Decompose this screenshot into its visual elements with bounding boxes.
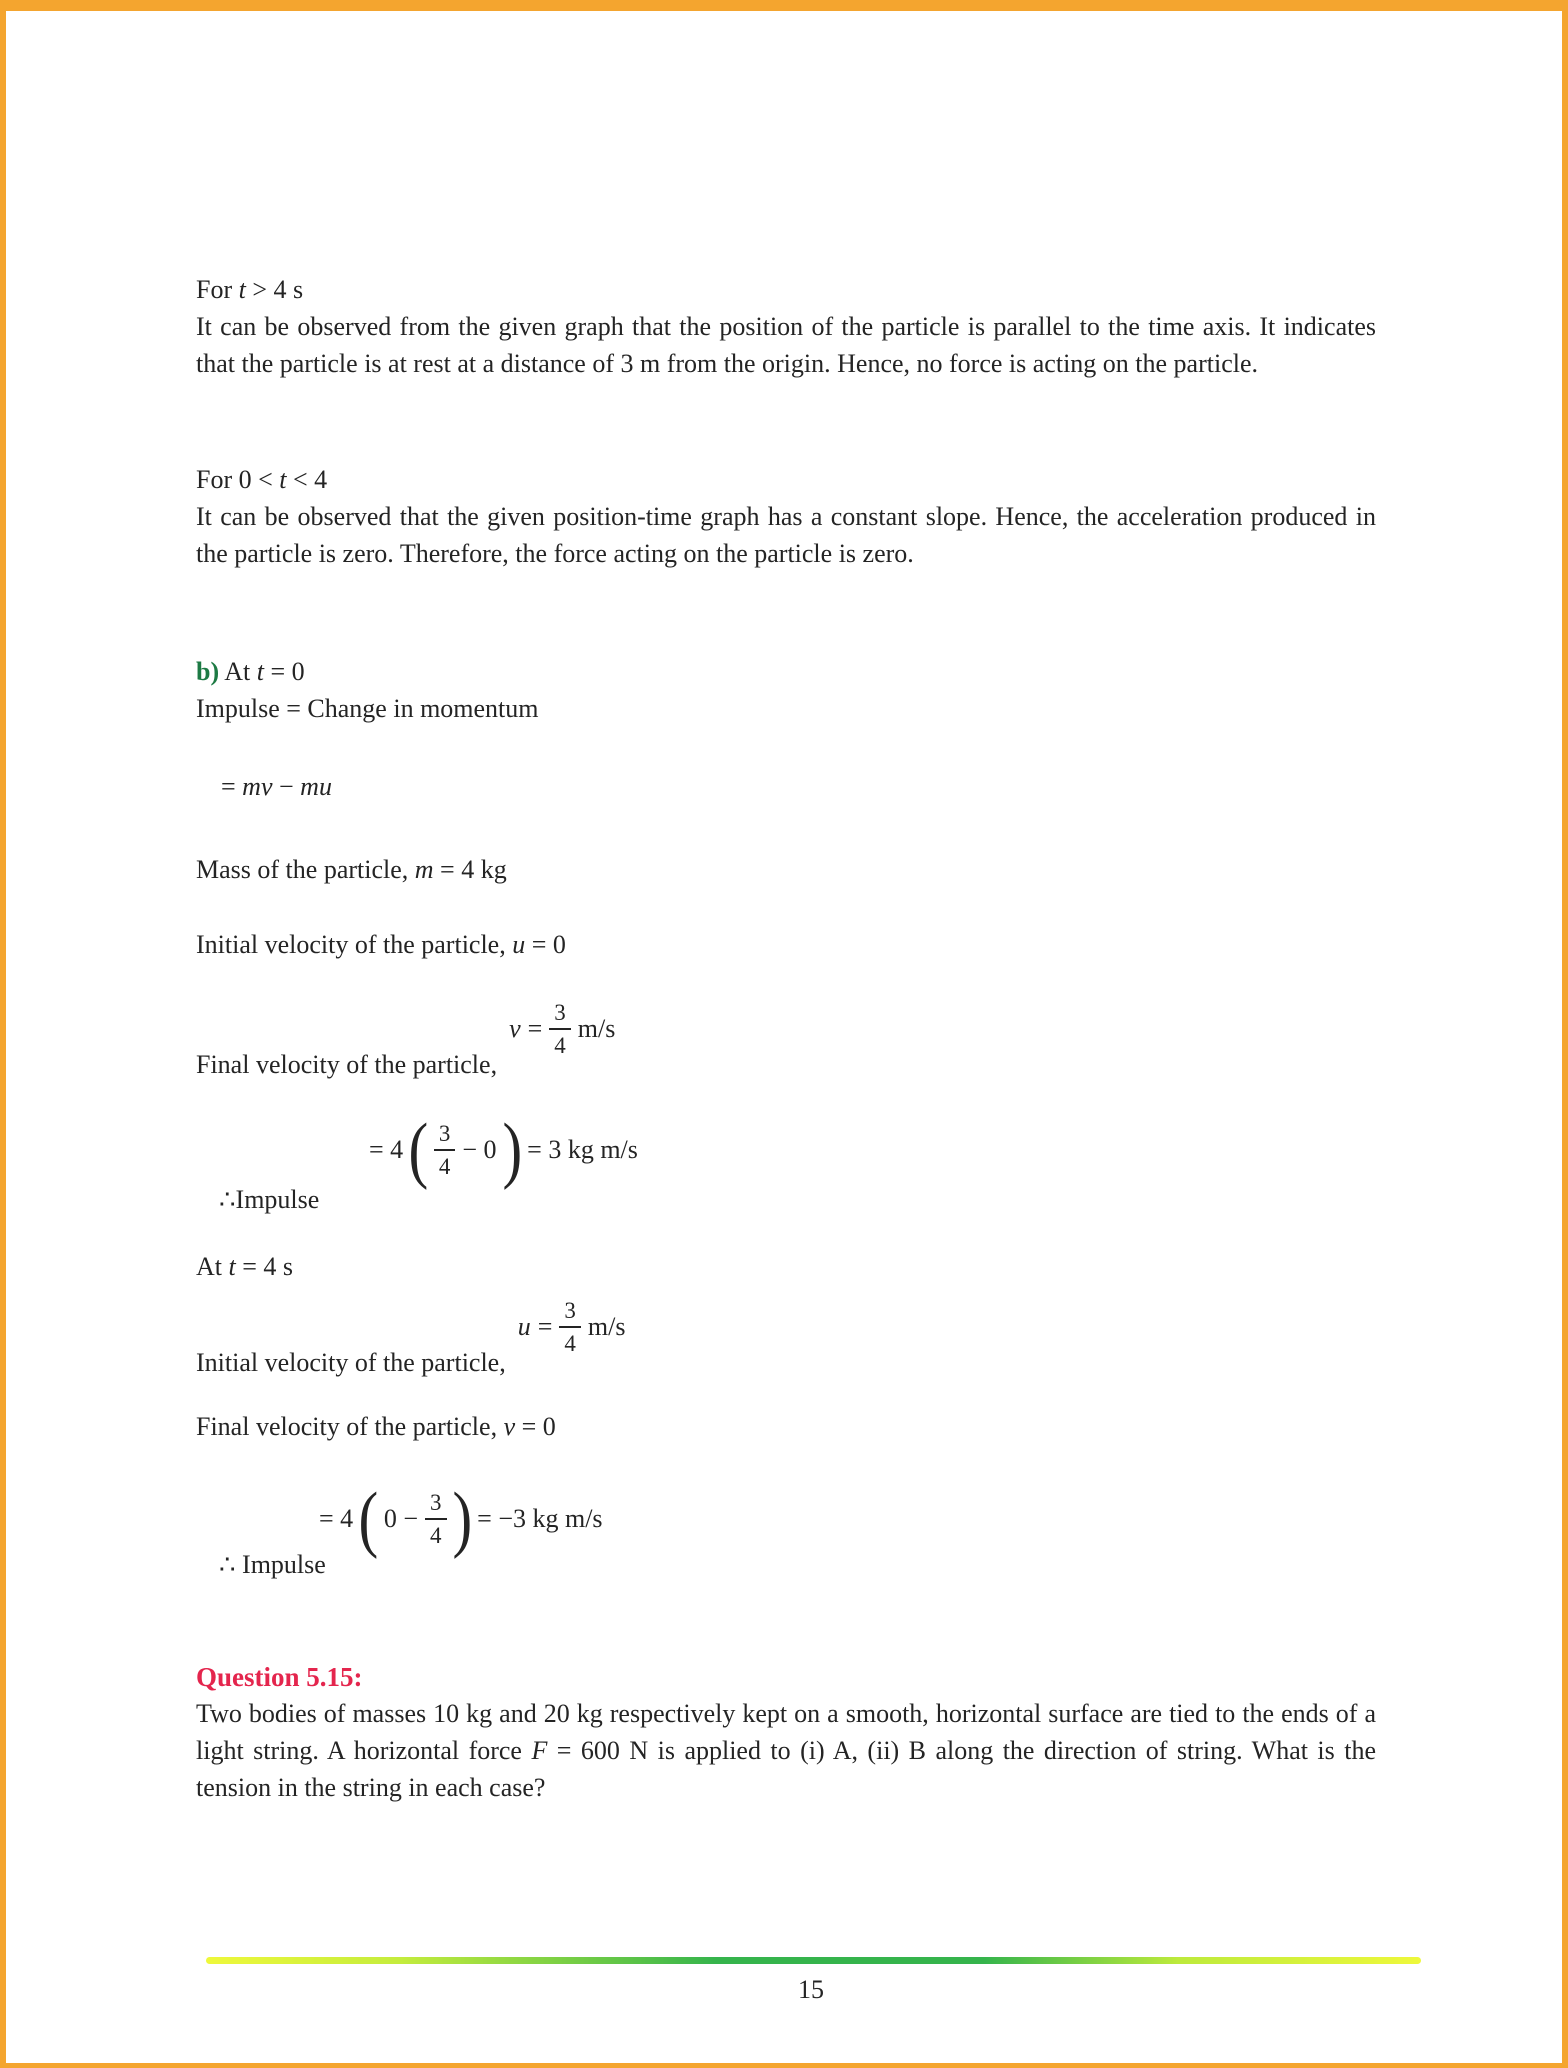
impulse-t0-row bbox=[181, 1109, 638, 1214]
fraction-three-fourths bbox=[434, 1122, 456, 1178]
heading-for-0-t-4 bbox=[196, 461, 327, 498]
initial-velocity-formula bbox=[518, 1299, 626, 1355]
impulse-t0-formula bbox=[369, 1109, 638, 1191]
fraction-denominator: 4 bbox=[438, 1154, 451, 1180]
question-text: = 600 N is applied to (i) A, (ii) B along the direction of string. What is the tension in the string in each case? bbox=[196, 1736, 1376, 1802]
question-paragraph bbox=[196, 1695, 1376, 1806]
variable-u: u bbox=[517, 1312, 531, 1341]
term-mv: mv bbox=[242, 772, 273, 801]
final-velocity-label: Final velocity of the particle, bbox=[196, 1050, 498, 1079]
initial-velocity-label: Initial velocity of the particle, bbox=[196, 1348, 506, 1377]
fraction-numerator: 3 bbox=[434, 1122, 456, 1151]
close-paren: ) bbox=[451, 1478, 472, 1560]
decorative-gradient-rule bbox=[206, 1957, 1421, 1964]
line-text: Mass of the particle, bbox=[196, 855, 415, 884]
variable-v: v bbox=[503, 1412, 516, 1441]
term-mu: mu bbox=[300, 772, 332, 801]
final-velocity-formula bbox=[509, 1001, 615, 1057]
fraction-numerator: 3 bbox=[549, 1001, 571, 1030]
line-text: = 0 bbox=[515, 1412, 556, 1441]
mass-line bbox=[196, 851, 507, 888]
equals-sign: = bbox=[221, 772, 243, 801]
therefore-impulse-label: ∴Impulse bbox=[219, 1185, 320, 1214]
fraction-three-fourths bbox=[425, 1491, 447, 1547]
therefore-impulse-label: ∴ Impulse bbox=[219, 1550, 326, 1579]
minus-sign: − bbox=[272, 772, 301, 801]
formula-inner: − 0 bbox=[462, 1135, 497, 1165]
final-velocity-zero-line bbox=[196, 1408, 556, 1445]
open-paren: ( bbox=[408, 1109, 429, 1191]
equals-sign: = bbox=[537, 1312, 553, 1341]
line-text: = 4 kg bbox=[433, 855, 507, 884]
equals-sign: = bbox=[527, 1014, 543, 1043]
line-text: Final velocity of the particle, bbox=[196, 1412, 504, 1441]
fraction-three-fourths bbox=[549, 1001, 571, 1057]
close-paren: ) bbox=[501, 1109, 522, 1191]
initial-velocity-equation-row bbox=[196, 1299, 625, 1381]
variable-t: t bbox=[238, 275, 246, 304]
fraction-three-fourths bbox=[559, 1299, 581, 1355]
fraction-denominator: 4 bbox=[564, 1331, 576, 1356]
heading-text: At bbox=[219, 657, 257, 686]
variable-F: F bbox=[531, 1736, 548, 1765]
variable-t: t bbox=[228, 1252, 236, 1281]
variable-v: v bbox=[509, 1014, 521, 1043]
formula-result: = 3 kg m/s bbox=[527, 1135, 638, 1165]
fraction-numerator: 3 bbox=[559, 1299, 581, 1328]
question-text: Two bodies of masses 10 kg and 20 kg respectively kept on a smooth, horizontal surface are tied to the ends of a light string. A horizontal force bbox=[196, 1699, 1376, 1765]
unit-ms: m/s bbox=[577, 1014, 616, 1043]
fraction-denominator: 4 bbox=[554, 1033, 566, 1058]
paragraph-t-gt-4: It can be observed from the given graph that the position of the particle is parallel to the time axis. It indicates that the particle is at rest at a distance of 3 m from the origin. Hence, no force is acting on the particle. bbox=[196, 312, 1376, 378]
heading-text: = 0 bbox=[263, 657, 305, 686]
fraction-denominator: 4 bbox=[430, 1523, 442, 1549]
part-b-heading bbox=[196, 653, 539, 727]
heading-text: For 0 < bbox=[196, 465, 280, 494]
at-t4-line bbox=[196, 1248, 293, 1285]
final-velocity-equation-row bbox=[196, 1001, 615, 1083]
formula-result: = −3 kg m/s bbox=[477, 1504, 603, 1534]
line-text: Initial velocity of the particle, bbox=[196, 930, 513, 959]
heading-text: > 4 s bbox=[245, 275, 304, 304]
heading-text: For bbox=[196, 275, 239, 304]
fraction-numerator: 3 bbox=[425, 1491, 447, 1520]
question-title: Question 5.15: bbox=[196, 1662, 363, 1692]
impulse-t4-formula bbox=[319, 1478, 603, 1560]
impulse-definition-line: Impulse = Change in momentum bbox=[196, 694, 539, 723]
unit-ms: m/s bbox=[587, 1312, 626, 1341]
line-text: At bbox=[196, 1252, 229, 1281]
page-number: 15 bbox=[798, 1975, 824, 2004]
paragraph-0-t-4: It can be observed that the given position-time graph has a constant slope. Hence, the acceleration produced in the particle is zero. Therefore, the force acting on the particle is zero. bbox=[196, 502, 1376, 568]
variable-u: u bbox=[512, 930, 526, 959]
line-text: = 0 bbox=[525, 930, 566, 959]
variable-t: t bbox=[279, 465, 287, 494]
line-text: = 4 s bbox=[235, 1252, 294, 1281]
variable-m: m bbox=[414, 855, 434, 884]
formula-inner: 0 − bbox=[383, 1504, 418, 1534]
formula-lead: = 4 bbox=[369, 1135, 404, 1165]
equation-momentum bbox=[221, 768, 332, 805]
variable-t: t bbox=[256, 657, 264, 686]
initial-velocity-line bbox=[196, 926, 566, 963]
formula-lead: = 4 bbox=[319, 1504, 354, 1534]
heading-text: < 4 bbox=[286, 465, 328, 494]
impulse-t4-row bbox=[181, 1478, 603, 1579]
open-paren: ( bbox=[358, 1478, 379, 1560]
part-b-label: b) bbox=[196, 657, 220, 686]
heading-for-t-gt-4 bbox=[196, 271, 303, 308]
